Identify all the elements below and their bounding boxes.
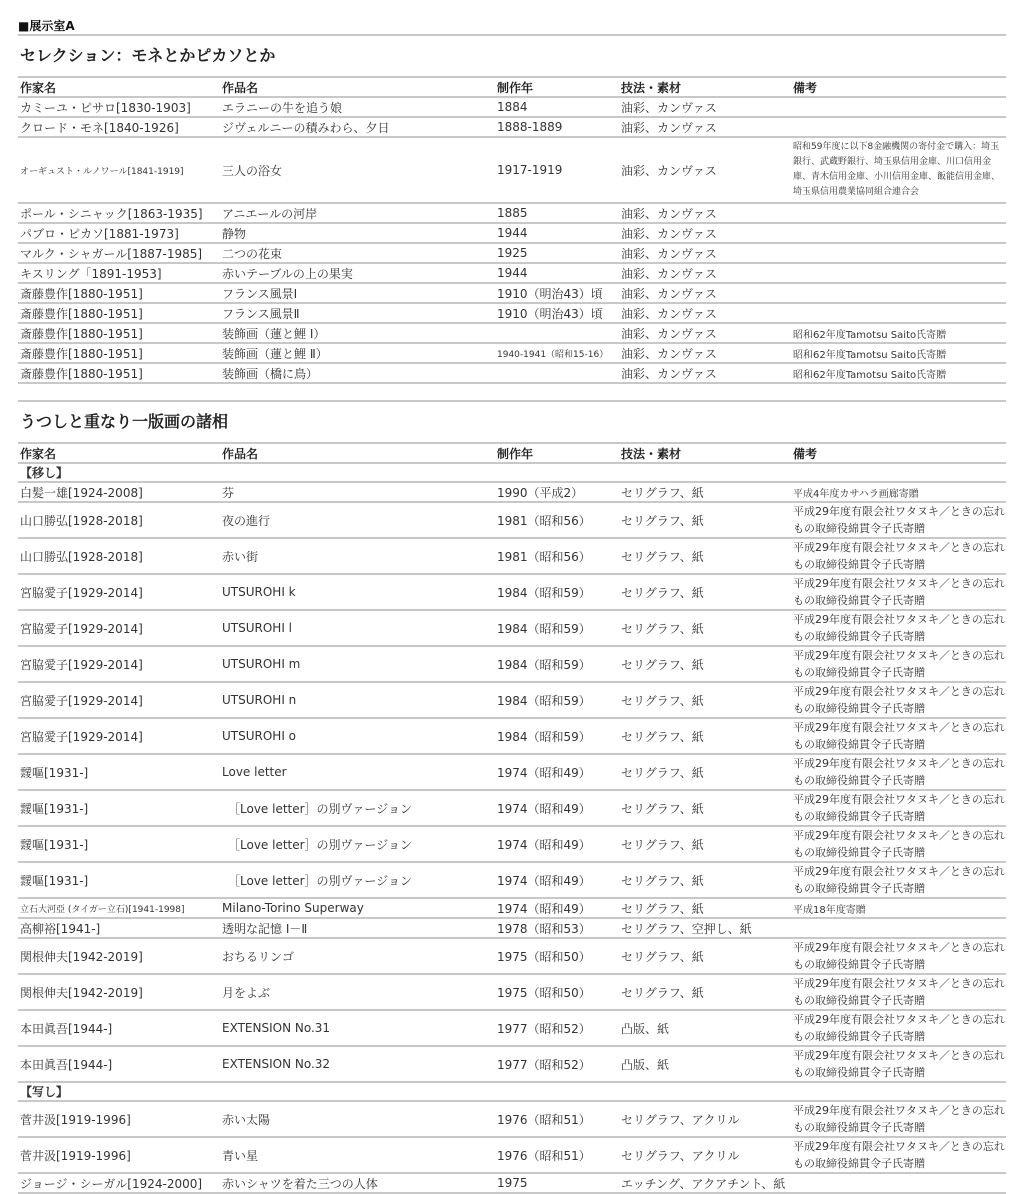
technique-cell: セリグラフ、紙 [619, 718, 791, 754]
title-cell: 芬 [220, 482, 495, 502]
note-cell [791, 303, 1006, 323]
group-label-row [18, 463, 1006, 482]
title-cell: ［Love letter］の別ヴァージョン [220, 826, 495, 862]
section-title-selection: セレクション：モネとかピカソとか [18, 36, 1006, 78]
technique-cell: セリグラフ、紙 [619, 826, 791, 862]
technique-cell: セリグラフ、アクリル [619, 1137, 791, 1173]
artist-cell: ポール・シニャック[1863-1935] [18, 203, 220, 223]
table-row [18, 117, 1006, 137]
title-cell: ジヴェルニーの積みわら、夕日 [220, 117, 495, 137]
title-cell: Milano-Torino Superway [220, 898, 495, 918]
table-row [18, 1101, 1006, 1137]
title-cell: 赤い太陽 [220, 1101, 495, 1137]
table-row [18, 862, 1006, 898]
table-row [18, 938, 1006, 974]
technique-cell: 油彩、カンヴァス [619, 117, 791, 137]
year-cell: 1974（昭和49） [495, 826, 619, 862]
technique-cell: セリグラフ、紙 [619, 610, 791, 646]
artist-cell: 山口勝弘[1928-2018] [18, 538, 220, 574]
technique-cell: 油彩、カンヴァス [619, 243, 791, 263]
table-row [18, 754, 1006, 790]
title-cell: UTSUROHI l [220, 610, 495, 646]
title-cell: UTSUROHI k [220, 574, 495, 610]
note-cell [791, 117, 1006, 137]
note-cell: 平成29年度有限会社ワタヌキ／ときの忘れもの取締役綿貫令子氏寄贈 [791, 862, 1006, 898]
table-header-row [18, 444, 1006, 463]
title-cell: EXTENSION No.31 [220, 1010, 495, 1046]
table-row [18, 137, 1006, 203]
note-cell [791, 918, 1006, 938]
title-cell: 静物 [220, 223, 495, 243]
note-cell: 平成29年度有限会社ワタヌキ／ときの忘れもの取締役綿貫令子氏寄贈 [791, 1101, 1006, 1137]
technique-cell: セリグラフ、紙 [619, 502, 791, 538]
note-cell: 昭和62年度Tamotsu Saito氏寄贈 [791, 343, 1006, 363]
year-cell: 1977（昭和52） [495, 1046, 619, 1082]
table-row [18, 574, 1006, 610]
artist-cell: オーギュスト・ルノワール[1841-1919] [18, 137, 220, 203]
technique-cell: エッチング、アクアチント、紙 [619, 1173, 791, 1193]
header-technique: 技法・素材 [619, 444, 791, 463]
exhibition-list-page [18, 0, 1006, 1194]
table-row [18, 610, 1006, 646]
title-cell: 赤いテーブルの上の果実 [220, 263, 495, 283]
title-cell: おちるリンゴ [220, 938, 495, 974]
title-cell: 月をよぶ [220, 974, 495, 1010]
table-row [18, 718, 1006, 754]
note-cell: 平成29年度有限会社ワタヌキ／ときの忘れもの取締役綿貫令子氏寄贈 [791, 1010, 1006, 1046]
group-label-row [18, 1082, 1006, 1101]
year-cell: 1888-1889 [495, 117, 619, 137]
year-cell: 1885 [495, 203, 619, 223]
note-cell [791, 263, 1006, 283]
title-cell: ［Love letter］の別ヴァージョン [220, 790, 495, 826]
note-cell: 平成29年度有限会社ワタヌキ／ときの忘れもの取締役綿貫令子氏寄贈 [791, 718, 1006, 754]
year-cell: 1975（昭和50） [495, 938, 619, 974]
year-cell: 1944 [495, 263, 619, 283]
technique-cell: セリグラフ、紙 [619, 538, 791, 574]
year-cell: 1976（昭和51） [495, 1101, 619, 1137]
year-cell: 1975（昭和50） [495, 974, 619, 1010]
title-cell: UTSUROHI n [220, 682, 495, 718]
artist-cell: マルク・シャガール[1887-1985] [18, 243, 220, 263]
technique-cell: 油彩、カンヴァス [619, 343, 791, 363]
artist-cell: パブロ・ピカソ[1881-1973] [18, 223, 220, 243]
artist-cell: 靉嘔[1931-] [18, 790, 220, 826]
technique-cell: 油彩、カンヴァス [619, 203, 791, 223]
technique-cell: セリグラフ、紙 [619, 974, 791, 1010]
technique-cell: 油彩、カンヴァス [619, 97, 791, 117]
table-row [18, 97, 1006, 117]
artist-cell: 斎藤豊作[1880-1951] [18, 363, 220, 383]
note-cell [791, 223, 1006, 243]
table-row [18, 974, 1006, 1010]
note-cell: 平成29年度有限会社ワタヌキ／ときの忘れもの取締役綿貫令子氏寄贈 [791, 938, 1006, 974]
title-cell: EXTENSION No.32 [220, 1046, 495, 1082]
room-title: ■展示室A [18, 0, 1006, 36]
technique-cell: セリグラフ、紙 [619, 682, 791, 718]
year-cell: 1981（昭和56） [495, 538, 619, 574]
table-header-row [18, 78, 1006, 97]
table-row [18, 363, 1006, 383]
artist-cell: 本田眞吾[1944-] [18, 1010, 220, 1046]
note-cell: 平成29年度有限会社ワタヌキ／ときの忘れもの取締役綿貫令子氏寄贈 [791, 646, 1006, 682]
artist-cell: 斎藤豊作[1880-1951] [18, 323, 220, 343]
header-year: 制作年 [495, 444, 619, 463]
year-cell: 1984（昭和59） [495, 610, 619, 646]
title-cell: UTSUROHI o [220, 718, 495, 754]
note-cell: 平成29年度有限会社ワタヌキ／ときの忘れもの取締役綿貫令子氏寄贈 [791, 538, 1006, 574]
table-row [18, 826, 1006, 862]
year-cell [495, 323, 619, 343]
artist-cell: 菅井汲[1919-1996] [18, 1137, 220, 1173]
table-row [18, 918, 1006, 938]
title-cell: 二つの花束 [220, 243, 495, 263]
technique-cell: 油彩、カンヴァス [619, 303, 791, 323]
technique-cell: 油彩、カンヴァス [619, 323, 791, 343]
note-cell: 平成29年度有限会社ワタヌキ／ときの忘れもの取締役綿貫令子氏寄贈 [791, 754, 1006, 790]
note-cell [791, 97, 1006, 117]
year-cell: 1984（昭和59） [495, 646, 619, 682]
artist-cell: 斎藤豊作[1880-1951] [18, 343, 220, 363]
selection-table [18, 78, 1006, 384]
header-title: 作品名 [220, 78, 495, 97]
year-cell: 1984（昭和59） [495, 682, 619, 718]
year-cell: 1976（昭和51） [495, 1137, 619, 1173]
technique-cell: セリグラフ、アクリル [619, 1101, 791, 1137]
year-cell [495, 363, 619, 383]
note-cell: 平成29年度有限会社ワタヌキ／ときの忘れもの取締役綿貫令子氏寄贈 [791, 574, 1006, 610]
title-cell: 赤いシャツを着た三つの人体 [220, 1173, 495, 1193]
header-artist: 作家名 [18, 78, 220, 97]
table-row [18, 223, 1006, 243]
year-cell: 1981（昭和56） [495, 502, 619, 538]
title-cell: ［Love letter］の別ヴァージョン [220, 862, 495, 898]
table-row [18, 482, 1006, 502]
header-year: 制作年 [495, 78, 619, 97]
note-cell: 平成29年度有限会社ワタヌキ／ときの忘れもの取締役綿貫令子氏寄贈 [791, 502, 1006, 538]
note-cell: 平成29年度有限会社ワタヌキ／ときの忘れもの取締役綿貫令子氏寄贈 [791, 682, 1006, 718]
year-cell: 1974（昭和49） [495, 754, 619, 790]
header-title: 作品名 [220, 444, 495, 463]
table-row [18, 538, 1006, 574]
note-cell: 平成4年度カサハラ画廊寄贈 [791, 482, 1006, 502]
prints-table-body [18, 463, 1006, 1193]
year-cell: 1884 [495, 97, 619, 117]
note-cell: 昭和59年度に以下8金融機関の寄付金で購入：埼玉銀行、武蔵野銀行、埼玉県信用金庫、川口信用金庫、青木信用金庫、小川信用金庫、飯能信用金庫、埼玉県信用農業協同組合連合会 [791, 137, 1006, 203]
table-row [18, 682, 1006, 718]
technique-cell: 油彩、カンヴァス [619, 223, 791, 243]
note-cell: 平成29年度有限会社ワタヌキ／ときの忘れもの取締役綿貫令子氏寄贈 [791, 826, 1006, 862]
artist-cell: ジョージ・シーガル[1924-2000] [18, 1173, 220, 1193]
title-cell: アニエールの河岸 [220, 203, 495, 223]
artist-cell: 靉嘔[1931-] [18, 862, 220, 898]
year-cell: 1990（平成2） [495, 482, 619, 502]
table-row [18, 1046, 1006, 1082]
artist-cell: 白髪一雄[1924-2008] [18, 482, 220, 502]
note-cell: 平成18年度寄贈 [791, 898, 1006, 918]
artist-cell: 宮脇愛子[1929-2014] [18, 610, 220, 646]
year-cell: 1917-1919 [495, 137, 619, 203]
note-cell: 平成29年度有限会社ワタヌキ／ときの忘れもの取締役綿貫令子氏寄贈 [791, 1137, 1006, 1173]
technique-cell: セリグラフ、紙 [619, 646, 791, 682]
technique-cell: セリグラフ、紙 [619, 754, 791, 790]
note-cell [791, 203, 1006, 223]
section-divider [18, 384, 1006, 402]
technique-cell: 油彩、カンヴァス [619, 283, 791, 303]
header-note: 備考 [791, 444, 1006, 463]
technique-cell: セリグラフ、紙 [619, 862, 791, 898]
artist-cell: 高柳裕[1941-] [18, 918, 220, 938]
technique-cell: セリグラフ、空押し、紙 [619, 918, 791, 938]
table-row [18, 1173, 1006, 1193]
title-cell: フランス風景Ⅱ [220, 303, 495, 323]
year-cell: 1940-1941（昭和15-16） [495, 343, 619, 363]
header-technique: 技法・素材 [619, 78, 791, 97]
table-row [18, 203, 1006, 223]
artist-cell: 斎藤豊作[1880-1951] [18, 303, 220, 323]
note-cell [791, 1173, 1006, 1193]
artist-cell: 宮脇愛子[1929-2014] [18, 682, 220, 718]
artist-cell: クロード・モネ[1840-1926] [18, 117, 220, 137]
group-label: 【移し】 [18, 463, 1006, 482]
technique-cell: 凸版、紙 [619, 1010, 791, 1046]
title-cell: UTSUROHI m [220, 646, 495, 682]
title-cell: 装飾画（蓮と鯉 Ⅰ） [220, 323, 495, 343]
title-cell: 夜の進行 [220, 502, 495, 538]
table-row [18, 790, 1006, 826]
title-cell: 装飾画（蓮と鯉 Ⅱ） [220, 343, 495, 363]
year-cell: 1984（昭和59） [495, 718, 619, 754]
table-row [18, 263, 1006, 283]
technique-cell: セリグラフ、紙 [619, 482, 791, 502]
artist-cell: 菅井汲[1919-1996] [18, 1101, 220, 1137]
table-row [18, 898, 1006, 918]
title-cell: 赤い街 [220, 538, 495, 574]
technique-cell: 油彩、カンヴァス [619, 363, 791, 383]
header-note: 備考 [791, 78, 1006, 97]
note-cell: 平成29年度有限会社ワタヌキ／ときの忘れもの取締役綿貫令子氏寄贈 [791, 790, 1006, 826]
table-row [18, 646, 1006, 682]
note-cell [791, 283, 1006, 303]
artist-cell: 関根伸夫[1942-2019] [18, 938, 220, 974]
table-row [18, 1137, 1006, 1173]
title-cell: フランス風景Ⅰ [220, 283, 495, 303]
prints-table [18, 444, 1006, 1194]
table-row [18, 243, 1006, 263]
year-cell: 1984（昭和59） [495, 574, 619, 610]
technique-cell: 油彩、カンヴァス [619, 137, 791, 203]
technique-cell: セリグラフ、紙 [619, 898, 791, 918]
section-title-prints: うつしと重なり一版画の諸相 [18, 402, 1006, 444]
title-cell: エラニーの牛を追う娘 [220, 97, 495, 117]
note-cell: 平成29年度有限会社ワタヌキ／ときの忘れもの取締役綿貫令子氏寄贈 [791, 1046, 1006, 1082]
year-cell: 1910（明治43）頃 [495, 283, 619, 303]
artist-cell: 宮脇愛子[1929-2014] [18, 718, 220, 754]
title-cell: 青い星 [220, 1137, 495, 1173]
year-cell: 1910（明治43）頃 [495, 303, 619, 323]
note-cell: 昭和62年度Tamotsu Saito氏寄贈 [791, 363, 1006, 383]
year-cell: 1977（昭和52） [495, 1010, 619, 1046]
year-cell: 1925 [495, 243, 619, 263]
note-cell: 昭和62年度Tamotsu Saito氏寄贈 [791, 323, 1006, 343]
year-cell: 1944 [495, 223, 619, 243]
artist-cell: キスリング「1891-1953] [18, 263, 220, 283]
table-row [18, 323, 1006, 343]
artist-cell: 宮脇愛子[1929-2014] [18, 646, 220, 682]
technique-cell: セリグラフ、紙 [619, 938, 791, 974]
year-cell: 1974（昭和49） [495, 898, 619, 918]
table-row [18, 1010, 1006, 1046]
artist-cell: 靉嘔[1931-] [18, 754, 220, 790]
table-row [18, 343, 1006, 363]
artist-cell: 関根伸夫[1942-2019] [18, 974, 220, 1010]
group-label: 【写し】 [18, 1082, 1006, 1101]
note-cell: 平成29年度有限会社ワタヌキ／ときの忘れもの取締役綿貫令子氏寄贈 [791, 974, 1006, 1010]
title-cell: 装飾画（橋に鳥） [220, 363, 495, 383]
year-cell: 1975 [495, 1173, 619, 1193]
artist-cell: 立石大河亞 (タイガー立石)[1941-1998] [18, 898, 220, 918]
year-cell: 1978（昭和53） [495, 918, 619, 938]
table-row [18, 502, 1006, 538]
artist-cell: 宮脇愛子[1929-2014] [18, 574, 220, 610]
table-row [18, 303, 1006, 323]
title-cell: Love letter [220, 754, 495, 790]
title-cell: 透明な記憶 Ⅰ－Ⅱ [220, 918, 495, 938]
artist-cell: 本田眞吾[1944-] [18, 1046, 220, 1082]
note-cell: 平成29年度有限会社ワタヌキ／ときの忘れもの取締役綿貫令子氏寄贈 [791, 610, 1006, 646]
selection-table-body [18, 97, 1006, 383]
technique-cell: セリグラフ、紙 [619, 574, 791, 610]
title-cell: 三人の浴女 [220, 137, 495, 203]
technique-cell: 油彩、カンヴァス [619, 263, 791, 283]
artist-cell: 斎藤豊作[1880-1951] [18, 283, 220, 303]
technique-cell: 凸版、紙 [619, 1046, 791, 1082]
note-cell [791, 243, 1006, 263]
header-artist: 作家名 [18, 444, 220, 463]
technique-cell: セリグラフ、紙 [619, 790, 791, 826]
artist-cell: カミーユ・ピサロ[1830-1903] [18, 97, 220, 117]
artist-cell: 山口勝弘[1928-2018] [18, 502, 220, 538]
year-cell: 1974（昭和49） [495, 862, 619, 898]
artist-cell: 靉嘔[1931-] [18, 826, 220, 862]
table-row [18, 283, 1006, 303]
year-cell: 1974（昭和49） [495, 790, 619, 826]
